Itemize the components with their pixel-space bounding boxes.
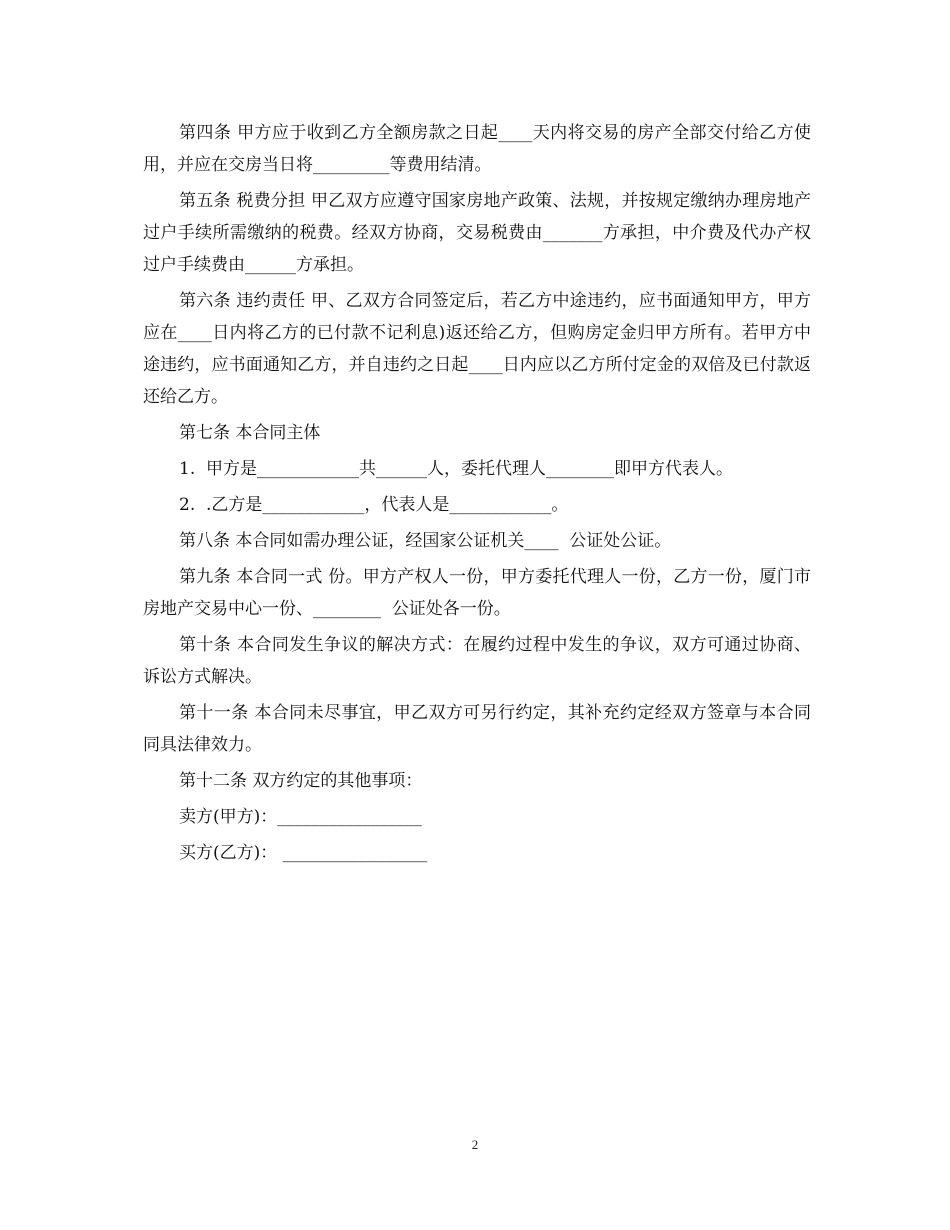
buyer-signature-line: 买方(乙方)： _________________ xyxy=(179,843,428,863)
document-body xyxy=(143,117,811,873)
clause-6-liability: 第六条 违约责任 甲、乙双方合同签定后，若乙方中途违约，应书面通知甲方，甲方应在____日内将乙方的已付款不记利息)返还给乙方，但购房定金归甲方所有。若甲方中途违约，应书面通知乙方，并自违约之日起____日内应以乙方所付定金的双倍及已付款返还给乙方。 xyxy=(143,291,811,407)
clause-9-copies: 第九条 本合同一式 份。甲方产权人一份，甲方委托代理人一份，乙方一份，厦门市房地产交易中心一份、________ 公证处各一份。 xyxy=(143,567,811,619)
clause-7-party-a: 1. 甲方是____________共______人，委托代理人________即甲方代表人。 xyxy=(179,459,734,479)
clause-7-heading: 第七条 本合同主体 xyxy=(179,423,321,443)
clause-4: 第四条 甲方应于收到乙方全额房款之日起____天内将交易的房产全部交付给乙方使用，并应在交房当日将_________等费用结清。 xyxy=(143,123,811,175)
clause-10-disputes: 第十条 本合同发生争议的解决方式：在履约过程中发生的争议，双方可通过协商、诉讼方式解决。 xyxy=(143,635,811,687)
clause-8-notary: 第八条 本合同如需办理公证，经国家公证机关____ 公证处公证。 xyxy=(179,531,672,551)
clause-7-party-b: 2. .乙方是____________，代表人是____________。 xyxy=(179,495,569,515)
clause-5-taxes: 第五条 税费分担 甲乙双方应遵守国家房地产政策、法规，并按规定缴纳办理房地产过户手续所需缴纳的税费。经双方协商，交易税费由_______方承担，中介费及代办产权过户手续费由______方承担。 xyxy=(143,191,811,275)
clause-12-other: 第十二条 双方约定的其他事项： xyxy=(179,771,423,791)
page-number: 2 xyxy=(471,1137,479,1152)
clause-11-supplement: 第十一条 本合同未尽事宜，甲乙双方可另行约定，其补充约定经双方签章与本合同同具法律效力。 xyxy=(143,703,811,755)
seller-signature-line: 卖方(甲方)：_________________ xyxy=(179,807,422,827)
